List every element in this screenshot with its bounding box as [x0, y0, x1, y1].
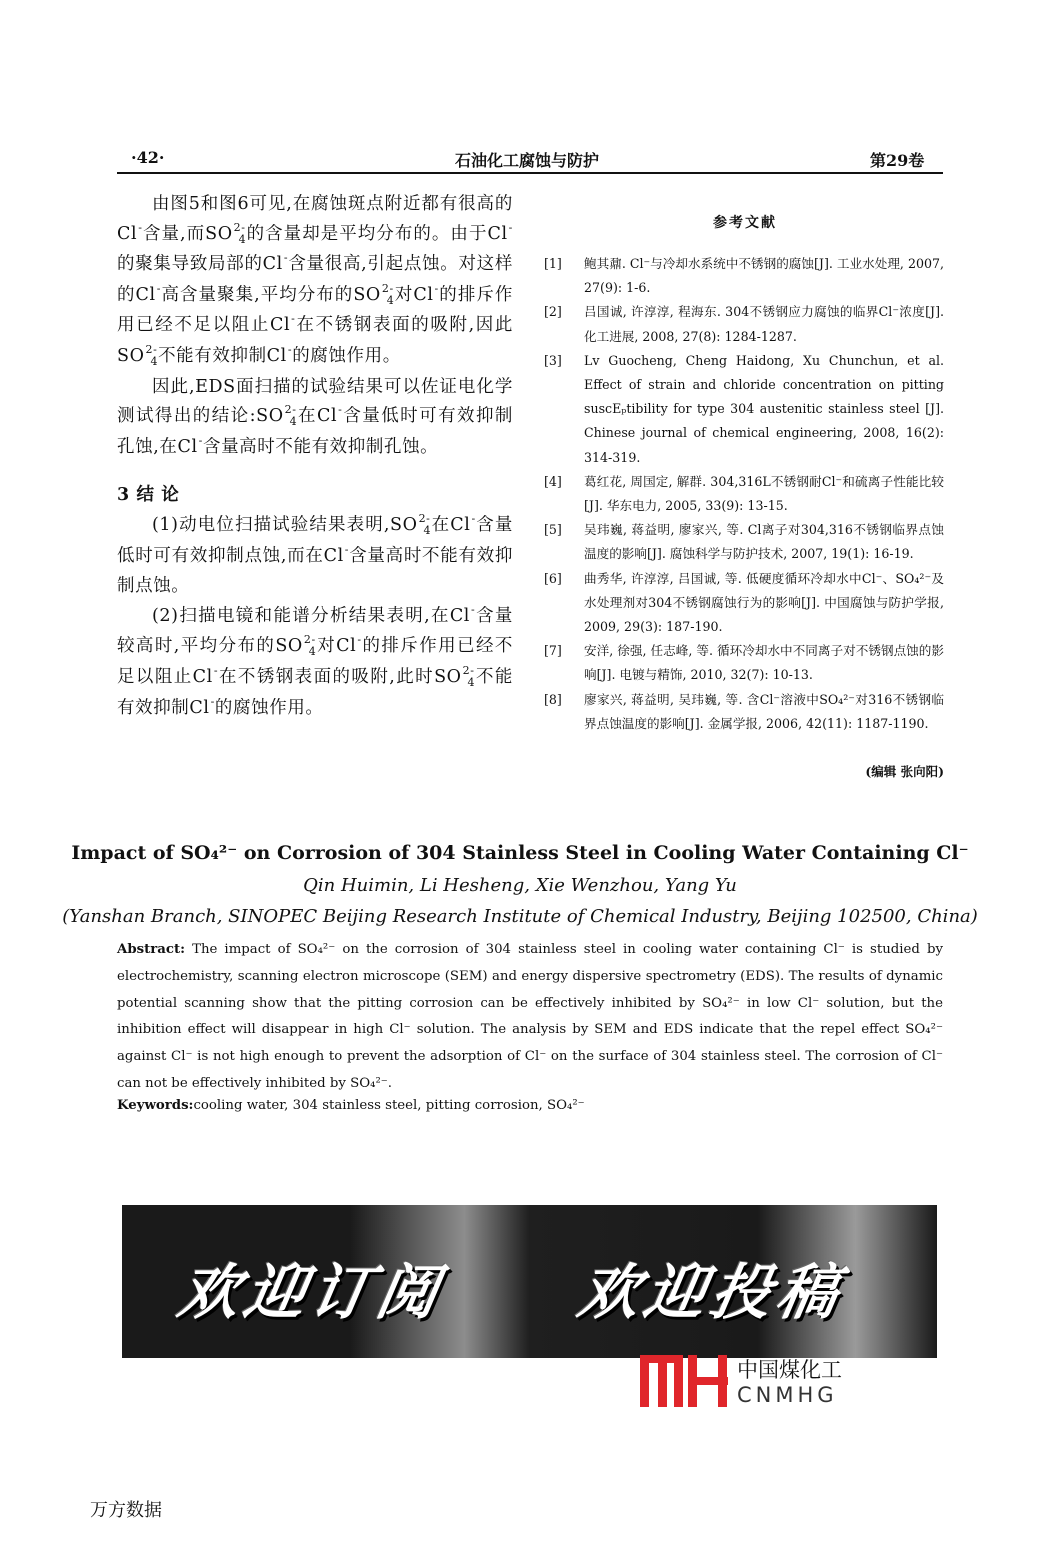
paragraph-eds-conclusion: 因此,EDS面扫描的试验结果可以佐证电化学测试得出的结论$:SO^{2-}_4$在Cl-含量低时可有效抑制孔蚀,在Cl-含量高时不能有效抑制孔蚀。	[117, 376, 514, 457]
logo-stroke	[658, 1355, 667, 1407]
reference-item: [4] 葛红花, 周国定, 解群. 304,316L不锈钢耐Cl⁻和硫离子性能比较[J]. 华东电力, 2005, 33(9): 13-15.	[544, 473, 944, 514]
english-abstract	[117, 937, 943, 1098]
footer-source: 万方数据	[90, 1500, 162, 1521]
english-affiliation: (Yanshan Branch, SINOPEC Beijing Research Institute of Chemical Industry, Beijing 102500, China)	[62, 906, 978, 927]
reference-item: [2] 吕国诚, 许淳淳, 程海东. 304不锈钢应力腐蚀的临界Cl⁻浓度[J]. 化工进展, 2008, 27(8): 1284-1287.	[544, 304, 944, 344]
cnmhg-logo-icon	[640, 1355, 730, 1407]
reference-item: [5] 吴玮巍, 蒋益明, 廖家兴, 等. Cl离子对304,316不锈钢临界点蚀温度的影响[J]. 腐蚀科学与防护技术, 2007, 19(1): 16-19.	[544, 522, 944, 562]
editor-note: (编辑 张向阳)	[865, 764, 944, 779]
conclusion-1: (1)动电位扫描试验结果表明$,SO^{2-}_4$在Cl-含量低时可有效抑制点蚀,而在Cl-含量高时不能有效抑制点蚀。	[117, 511, 513, 597]
logo-name-en: CNMHG	[737, 1383, 838, 1407]
section-title-conclusions: 3 结 论	[117, 485, 180, 506]
banner-subscribe-text: 欢迎订阅	[172, 1258, 450, 1328]
banner-submit-text: 欢迎投稿	[572, 1258, 850, 1328]
journal-name: 石油化工腐蚀与防护	[455, 151, 600, 170]
logo-name-cn: 中国煤化工	[737, 1358, 842, 1382]
conclusion-2: (2)扫描电镜和能谱分析结果表明,在Cl-含量较高时,平均分布的$SO^{2-}_4$对Cl-的排斥作用已经不足以阻止Cl-在不锈钢表面的吸附,此时$SO^{2-}_4$不能有效抑制Cl-的腐蚀作用。	[117, 602, 514, 718]
paragraph-eds-distribution: 由图5和图6可见,在腐蚀斑点附近都有很高的Cl-含量,而$SO^{2-}_4$的含量却是平均分布的。由于Cl-的聚集导致局部的Cl-含量很高,引起点蚀。对这样的Cl-高含量聚集,平均分布的$SO^{2-}_4$对Cl-的排斥作用已经不足以阻止Cl-在不锈钢表面的吸附,因此$SO^{2-}_4$不能有效抑制Cl-的腐蚀作用。	[117, 194, 513, 368]
english-title: Impact of SO₄²⁻ on Corrosion of 304 Stainless Steel in Cooling Water Containing Cl⁻	[71, 842, 969, 864]
abstract-label: Abstract:	[117, 942, 186, 957]
english-authors: Qin Huimin, Li Hesheng, Xie Wenzhou, Yang Yu	[303, 875, 737, 896]
reference-item: [1] 鲍其鼐. Cl⁻与冷却水系统中不锈钢的腐蚀[J]. 工业水处理, 2007, 27(9): 1-6.	[544, 256, 944, 296]
english-keywords	[117, 1098, 943, 1113]
logo-stroke	[674, 1355, 683, 1407]
logo-stroke	[718, 1355, 727, 1407]
abstract-text: The impact of SO₄²⁻ on the corrosion of 304 stainless steel in cooling water containing Cl⁻ is studied by electrochemistry, scanning electron microscope (SEM) and energy dispersive spectrometry (EDS). The results of dynamic potential scanning show that the pitting corrosion can be effectively inhibited by SO₄²⁻ in low Cl⁻ solution, but the inhibition effect will disappear in high Cl⁻ solution. The analysis by SEM and EDS indicate that the repel effect SO₄²⁻ against Cl⁻ is not high enough to prevent the adsorption of Cl⁻ on the surface of 304 stainless steel. The corrosion of Cl⁻ can not be effectively inhibited by SO₄²⁻.	[117, 942, 943, 1091]
body-column	[117, 190, 513, 724]
page-number: ·42·	[131, 148, 165, 167]
keywords-text: cooling water, 304 stainless steel, pitting corrosion, SO₄²⁻	[193, 1098, 585, 1113]
reference-item: [6] 曲秀华, 许淳淳, 吕国诚, 等. 低硬度循环冷却水中Cl⁻、SO₄²⁻及水处理剂对304不锈钢腐蚀行为的影响[J]. 中国腐蚀与防护学报, 2009, 29(3): 187-190.	[544, 570, 944, 635]
volume-label: 第29卷	[870, 151, 925, 170]
header-rule	[117, 172, 943, 174]
keywords-label: Keywords:	[117, 1098, 194, 1113]
references-title: 参考文献	[713, 215, 777, 231]
reference-item: [3] Lv Guocheng, Cheng Haidong, Xu Chunchun, et al. Effect of strain and chloride concentration on pitting suscEₚtibility for type 304 austenitic stainless steel [J]. Chinese journal of chemical engineering, 2008, 16(2): 314-319.	[544, 352, 944, 465]
reference-item: [7] 安洋, 徐强, 任志峰, 等. 循环冷却水中不同离子对不锈钢点蚀的影响[J]. 电镀与精饰, 2010, 32(7): 10-13.	[544, 643, 944, 683]
reference-list	[544, 252, 944, 736]
reference-item: [8] 廖家兴, 蒋益明, 吴玮巍, 等. 含Cl⁻溶液中SO₄²⁻对316不锈钢临界点蚀温度的影响[J]. 金属学报, 2006, 42(11): 1187-1190.	[544, 691, 944, 731]
